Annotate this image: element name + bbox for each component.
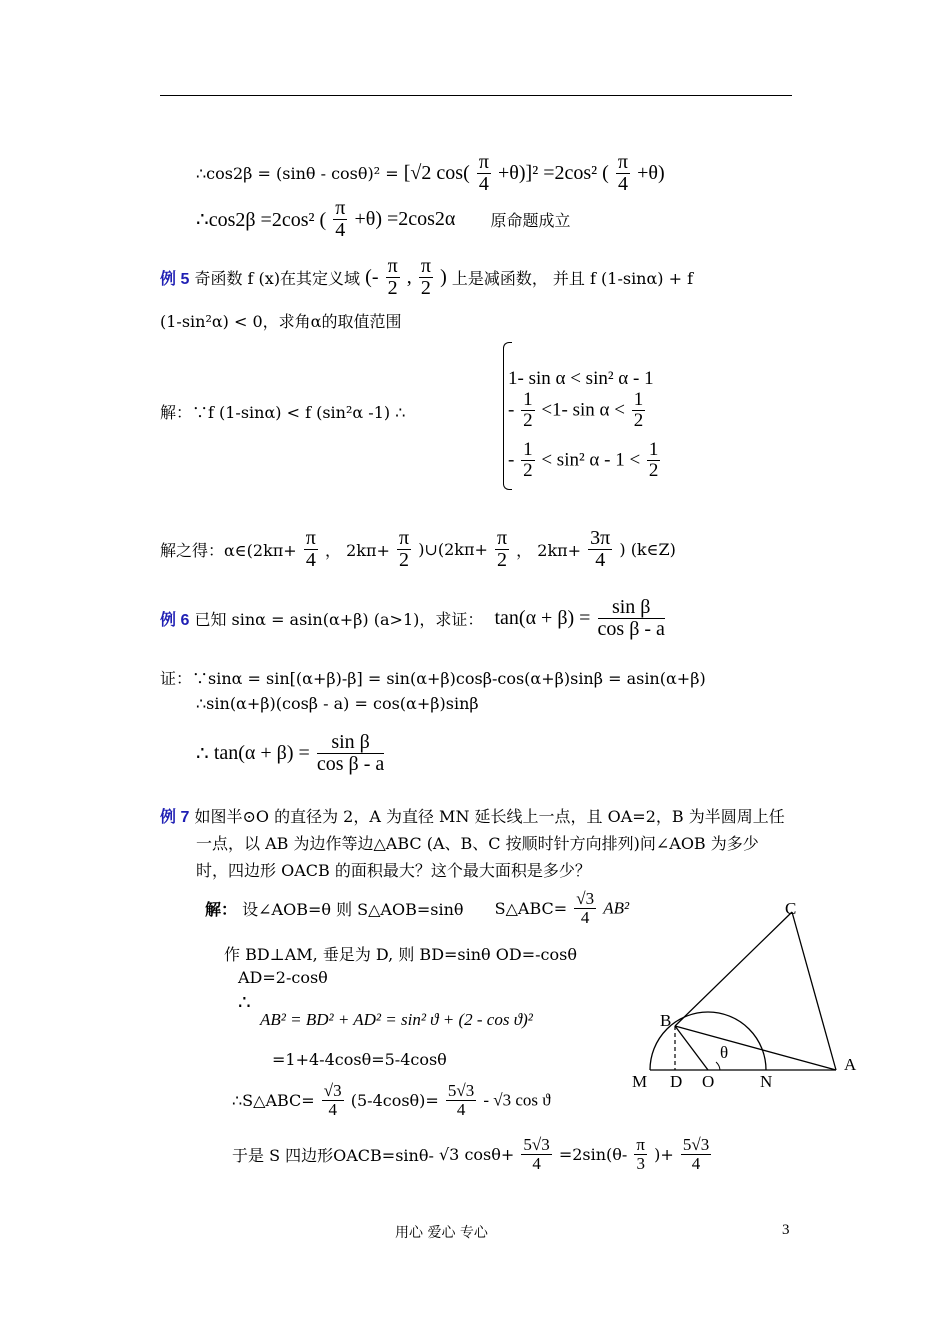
fraction: $\frac{√3}{4}$	[323, 1081, 342, 1119]
angle-arc	[716, 1062, 720, 1070]
eq-line-1: ∴cos2β = (sinθ - cosθ)² = [√2 cos( $\frac{\pi}{4}$ +θ)]² =2cos² ( $\frac{\pi}{4}$ +θ)	[196, 151, 665, 195]
fraction: $\frac{\pi}{2}$	[496, 527, 508, 571]
label-d: D	[670, 1072, 683, 1091]
fraction: $\frac{1}{2}$	[523, 389, 533, 431]
fraction: $\frac{√3}{4}$	[576, 889, 595, 927]
example-5: 例 5 奇函数 f (x)在其定义域 (- $\frac{\pi}{2}$ , $\frac{\pi}{2}$ ) 上是减函数， 并且 f (1-sinα) + f	[160, 255, 694, 299]
fraction: $\frac{\pi}{4}$	[335, 197, 346, 241]
fraction: $\frac{5√3}{4}$	[523, 1135, 550, 1173]
solution-7-line-1: 解： 设∠AOB=θ 则 S△AOB=sinθ S△ABC= $\frac{√3}{4}$ AB²	[205, 889, 630, 927]
fraction: $\frac{1}{2}$	[648, 439, 659, 481]
solution-7-line-5: =1+4-4cosθ=5-4cosθ	[272, 1050, 447, 1069]
fraction: $\frac{5√3}{4}$	[447, 1081, 475, 1119]
label-theta: θ	[720, 1043, 729, 1062]
solution-7-line-6: ∴S△ABC= $\frac{√3}{4}$ (5-4cosθ)= $\frac{5√3}{4}$ - √3 cos ϑ	[232, 1081, 551, 1119]
example-7: 例 7 如图半⊙O 的直径为 2，A 为直径 MN 延长线上一点，且 OA=2，B 为半圆周上任	[160, 807, 785, 826]
fraction: $\frac{1}{2}$	[633, 389, 644, 431]
fraction: $\frac{3\pi}{4}$	[590, 527, 611, 571]
label-a: A	[844, 1055, 857, 1074]
header-rule	[160, 95, 792, 96]
example-7-line-2: 一点，以 AB 为边作等边△ABC (A、B、C 按顺时针方向排列)问∠AOB 为多少	[196, 834, 759, 853]
system-row-3: - $\frac{1}{2}$ < sin² α - 1 < $\frac{1}{2}$	[508, 439, 659, 481]
solution-7-line-7: 于是 S 四边形OACB=sinθ- √3 cosθ+ $\frac{5√3}{4}$ =2sin(θ- $\frac{\pi}{3}$ )+ $\frac{5√3}{4}$	[232, 1135, 710, 1173]
fraction: $\frac{1}{2}$	[523, 439, 533, 481]
footer-motto: 用心 爱心 专心	[395, 1225, 488, 1241]
label-n: N	[760, 1072, 773, 1091]
fraction: $\frac{\text{sin β}}{\text{cos β - a}}$	[597, 596, 665, 640]
label-m: M	[632, 1072, 648, 1091]
solution-7-therefore: ∴	[238, 992, 251, 1014]
example-5-line-2: (1-sin²α) < 0，求角α的取值范围	[160, 312, 402, 331]
label-c: C	[785, 899, 797, 918]
proof-line-1: 证：∵sinα = sin[(α+β)-β] = sin(α+β)cosβ-cos(α+β)sinβ = asin(α+β)	[160, 669, 706, 688]
fraction: $\frac{\pi}{2}$	[420, 255, 431, 299]
fraction: $\frac{\pi}{4}$	[617, 151, 629, 195]
fraction: $\frac{\pi}{4}$	[305, 527, 316, 571]
fraction: $\frac{\pi}{2}$	[398, 527, 410, 571]
geometry-figure	[620, 890, 870, 1100]
solution-7-line-4: AB² = BD² + AD² = sin² ϑ + (2 - cos ϑ)²	[260, 1010, 533, 1029]
example-6: 例 6 已知 sinα = asin(α+β) (a>1)，求证： tan(α + β) = $\frac{\text{sin β}}{\text{cos β - a}}$	[160, 596, 665, 640]
example-7-line-3: 时，四边形 OACB 的面积最大？这个最大面积是多少？	[196, 861, 591, 880]
proof-line-2: ∴sin(α+β)(cosβ - a) = cos(α+β)sinβ	[196, 694, 479, 713]
proof-line-3: ∴ tan(α + β) = $\frac{\text{sin β}}{\text{cos β - a}}$	[196, 731, 385, 775]
segment-ca	[792, 912, 836, 1070]
segment-bc	[675, 912, 792, 1026]
solution-5: 解：∵f (1-sinα) < f (sin²α -1) ∴	[160, 403, 406, 422]
system-row-2: - $\frac{1}{2}$ <1- sin α < $\frac{1}{2}$	[508, 389, 644, 431]
fraction: $\frac{\pi}{3}$	[636, 1135, 646, 1173]
fraction: $\frac{5√3}{4}$	[682, 1135, 710, 1173]
label-o: O	[702, 1072, 715, 1091]
segment-bo	[675, 1026, 708, 1070]
system-row-1: 1- sin α < sin² α - 1	[508, 368, 654, 389]
fraction: $\frac{\pi}{2}$	[387, 255, 398, 299]
solution-7-line-2: 作 BD⊥AM, 垂足为 D, 则 BD=sinθ OD=-cosθ	[224, 945, 577, 964]
answer-5: 解之得：α∈(2kπ+ $\frac{\pi}{4}$ ， 2kπ+ $\frac{\pi}{2}$ )∪(2kπ+ $\frac{\pi}{2}$ ， 2kπ+ $\frac{3\pi}{4}$ ) (k∈Z)	[160, 527, 676, 571]
segment-ba	[675, 1026, 836, 1070]
page-number: 3	[782, 1222, 790, 1238]
fraction: $\frac{\pi}{4}$	[478, 151, 489, 195]
fraction: $\frac{\text{sin β}}{\text{cos β - a}}$	[316, 731, 385, 775]
label-b: B	[660, 1011, 672, 1030]
eq-line-2: ∴cos2β =2cos² ( $\frac{\pi}{4}$ +θ) =2cos2α 原命题成立	[196, 197, 571, 241]
solution-7-line-3: AD=2-cosθ	[238, 968, 328, 987]
